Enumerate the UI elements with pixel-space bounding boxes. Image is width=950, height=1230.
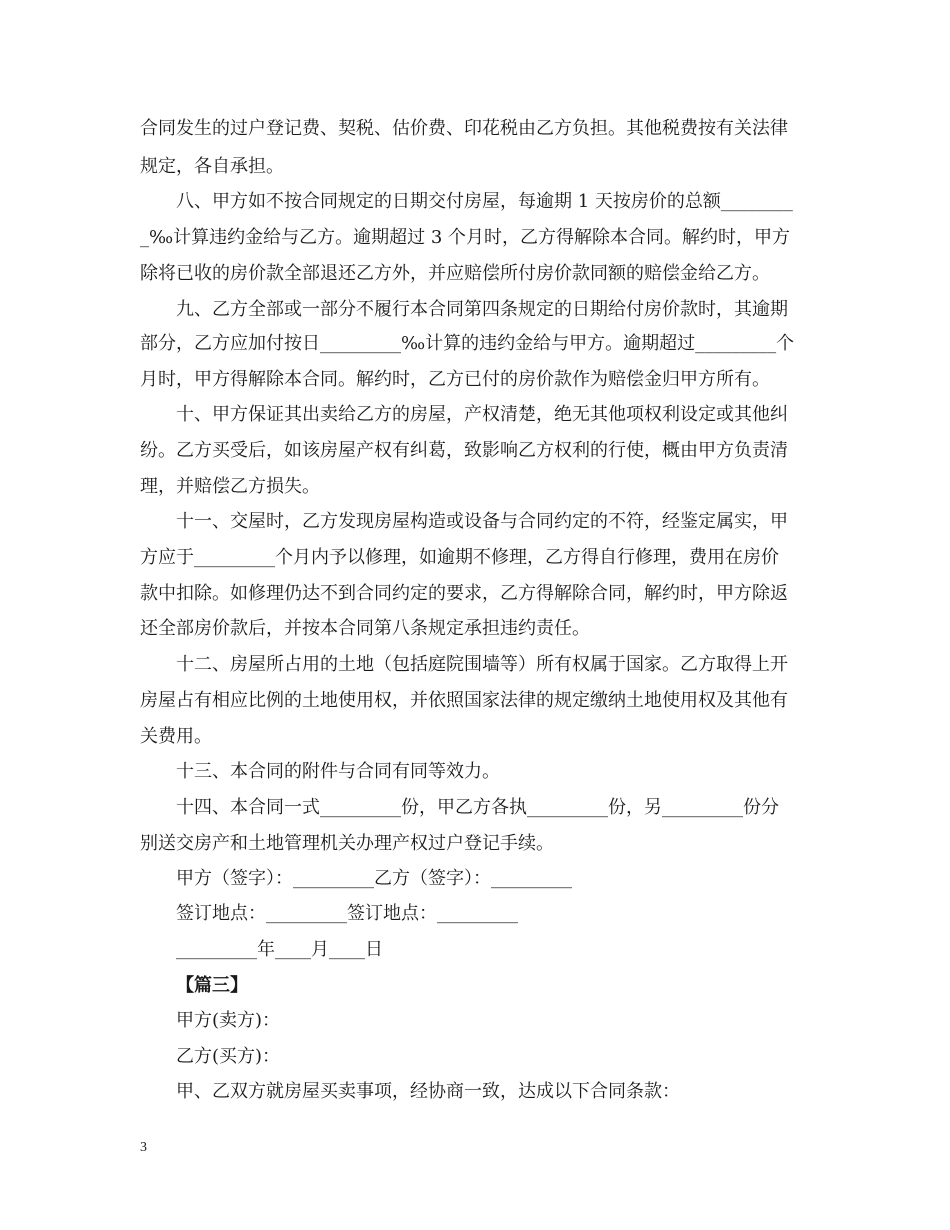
- text-line: _‰计算违约金给与乙方。逾期超过 3 个月时，乙方得解除本合同。解约时，甲方: [140, 227, 791, 248]
- signature-line: 甲方（签字）：_________乙方（签字）：_________: [176, 868, 572, 889]
- text-line: 合同发生的过户登记费、契税、估价费、印花税由乙方负担。其他税费按有关法律: [140, 118, 788, 139]
- page-number: 3: [140, 1140, 147, 1155]
- text-line: 十三、本合同的附件与合同有同等效力。: [176, 761, 500, 782]
- text-line: 规定，各自承担。: [140, 156, 284, 177]
- seller-line: 甲方(卖方)：: [176, 1010, 281, 1031]
- text-line: 关费用。: [140, 726, 212, 747]
- date-line: _________年____月____日: [176, 939, 383, 960]
- text-line: 十、甲方保证其出卖给乙方的房屋，产权清楚，绝无其他项权利设定或其他纠: [176, 404, 788, 425]
- text-line: 月时，甲方得解除本合同。解约时，乙方已付的房价款作为赔偿金归甲方所有。: [140, 369, 770, 390]
- signing-place-line: 签订地点：_________签订地点：_________: [176, 903, 518, 924]
- text-line: 款中扣除。如修理仍达不到合同约定的要求，乙方得解除合同，解约时，甲方除返: [140, 583, 788, 604]
- text-line: 八、甲方如不按合同规定的日期交付房屋，每逾期 1 天按房价的总额________: [176, 191, 793, 212]
- text-line: 纷。乙方买受后，如该房屋产权有纠葛，致影响乙方权利的行使，概由甲方负责清: [140, 440, 788, 461]
- section-heading: 【篇三】: [176, 975, 248, 996]
- text-line: 九、乙方全部或一部分不履行本合同第四条规定的日期给付房价款时，其逾期: [176, 299, 788, 320]
- text-line: 十二、房屋所占用的土地（包括庭院围墙等）所有权属于国家。乙方取得上开: [176, 654, 788, 675]
- text-line: 房屋占有相应比例的土地使用权，并依照国家法律的规定缴纳土地使用权及其他有: [140, 690, 788, 711]
- text-line: 甲、乙双方就房屋买卖事项，经协商一致，达成以下合同条款：: [176, 1081, 680, 1102]
- text-line: 十四、本合同一式_________份，甲乙方各执_________份，另_________份分: [176, 797, 779, 818]
- buyer-line: 乙方(买方)：: [176, 1046, 281, 1067]
- text-line: 方应于_________个月内予以修理，如逾期不修理，乙方得自行修理，费用在房价: [140, 547, 779, 568]
- text-line: 十一、交屋时，乙方发现房屋构造或设备与合同约定的不符，经鉴定属实，甲: [176, 511, 788, 532]
- text-line: 部分，乙方应加付按日_________‰计算的违约金给与甲方。逾期超过_________个: [140, 333, 795, 354]
- text-line: 别送交房产和土地管理机关办理产权过户登记手续。: [140, 833, 554, 854]
- text-line: 理，并赔偿乙方损失。: [140, 476, 320, 497]
- text-line: 除将已收的房价款全部退还乙方外，并应赔偿所付房价款同额的赔偿金给乙方。: [140, 263, 770, 284]
- text-line: 还全部房价款后，并按本合同第八条规定承担违约责任。: [140, 618, 590, 639]
